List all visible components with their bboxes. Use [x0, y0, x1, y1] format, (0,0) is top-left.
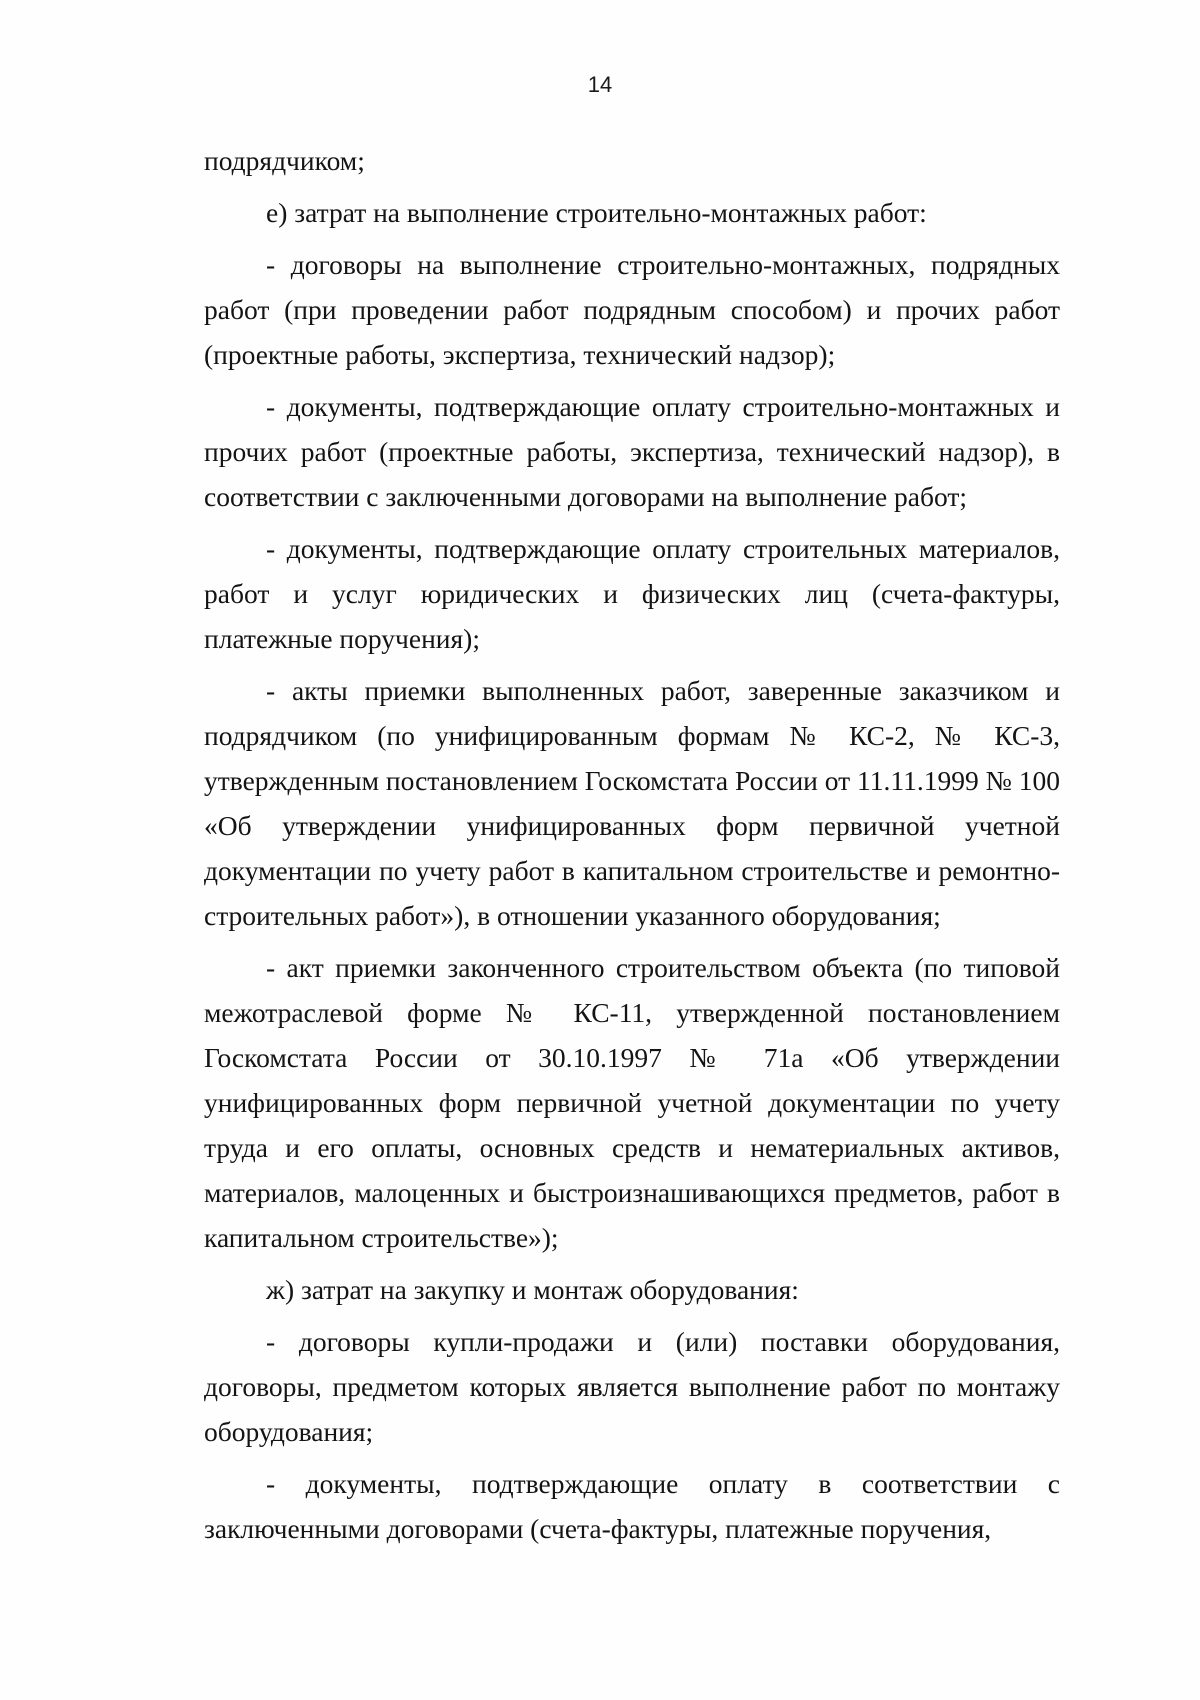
list-item-contracts: - договоры на выполнение строительно-монтажных, подрядных работ (при проведении работ подрядным способом) и прочих работ (проектные работы, экспертиза, технический надзор); — [204, 249, 1060, 370]
paragraph-continuation: подрядчиком; — [204, 145, 365, 176]
list-item-completed-object-act: - акт приемки законченного строительством объекта (по типовой межотраслевой форме № КС-11, утвержденной постановлением Госкомстата России от 30.10.1997 № 71а «Об утверждении унифицированных форм первичной учетной документации по учету труда и его оплаты, основных средств и нематериальных активов, материалов, малоценных и быстроизнашивающихся предметов, работ в капитальном строительстве»); — [204, 952, 1060, 1253]
list-item-payment-documents: - документы, подтверждающие оплату строительно-монтажных и прочих работ (проектные работы, экспертиза, технический надзор), в соответствии с заключенными договорами на выполнение работ; — [204, 391, 1060, 512]
list-item-material-payment-documents: - документы, подтверждающие оплату строительных материалов, работ и услуг юридических и физических лиц (счета-фактуры, платежные поручения); — [204, 533, 1060, 654]
section-heading-zh: ж) затрат на закупку и монтаж оборудования: — [266, 1274, 799, 1305]
list-item-equipment-payment-documents: - документы, подтверждающие оплату в соответствии с заключенными договорами (счета-фактуры, платежные поручения, — [204, 1468, 1060, 1544]
section-heading-e: е) затрат на выполнение строительно-монтажных работ: — [266, 197, 927, 228]
list-item-equipment-contracts: - договоры купли-продажи и (или) поставки оборудования, договоры, предметом которых является выполнение работ по монтажу оборудования; — [204, 1326, 1060, 1447]
page-number: 14 — [587, 72, 613, 97]
list-item-acceptance-acts: - акты приемки выполненных работ, заверенные заказчиком и подрядчиком (по унифицированным формам № КС-2, № КС-3, утвержденным постановлением Госкомстата России от 11.11.1999 № 100 «Об утверждении унифицированных форм первичной учетной документации по учету работ в капитальном строительстве и ремонтно-строительных работ»), в отношении указанного оборудования; — [204, 675, 1060, 931]
document-body — [204, 138, 1060, 1558]
